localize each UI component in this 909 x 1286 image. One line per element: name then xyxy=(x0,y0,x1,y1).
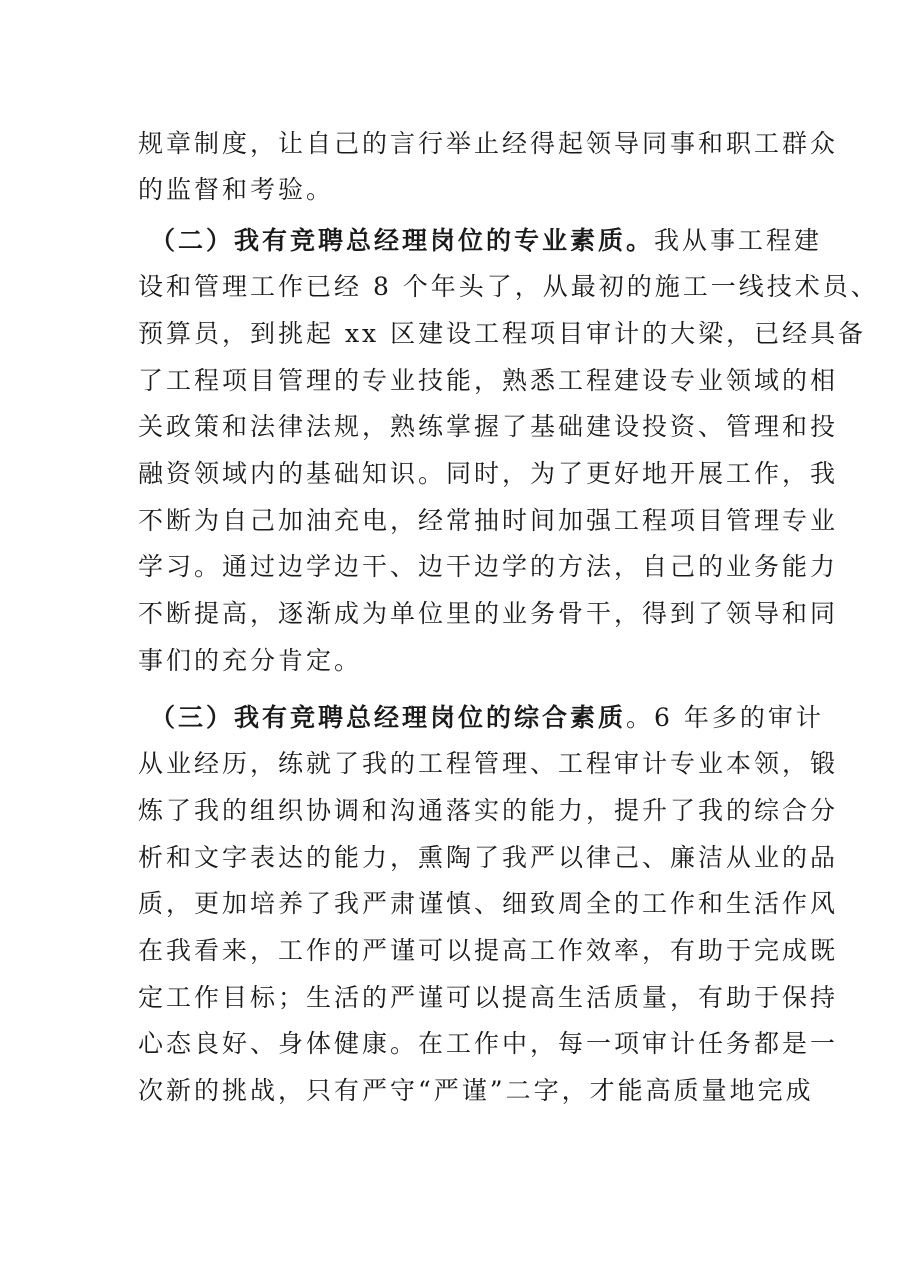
paragraph-3-line-5: 质，更加培养了我严肃谨慎、细致周全的工作和生活作风 xyxy=(138,889,839,918)
paragraph-2-line-10: 事们的充分肯定。 xyxy=(138,646,363,675)
paragraph-2-line-5: 关政策和法律法规，熟练掌握了基础建设投资、管理和投 xyxy=(138,412,839,441)
paragraph-1-line-1: 规章制度，让自己的言行举止经得起领导同事和职工群众 xyxy=(138,129,839,158)
paragraph-3-line-9: 次新的挑战，只有严守“严谨”二字，才能高质量地完成 xyxy=(138,1076,814,1105)
paragraph-2-line-3: 预算员，到挑起 xx 区建设工程项目审计的大梁，已经具备 xyxy=(138,319,867,348)
paragraph-3-line-6: 在我看来，工作的严谨可以提高工作效率，有助于完成既 xyxy=(138,936,839,965)
paragraph-3-line-4: 析和文字表达的能力，熏陶了我严以律己、廉洁从业的品 xyxy=(138,843,839,872)
paragraph-2-first-rest: 我从事工程建 xyxy=(654,226,823,255)
paragraph-2-line-8: 学习。通过边学边干、边干边学的方法，自己的业务能力 xyxy=(138,552,839,581)
paragraph-2-heading: （二）我有竞聘总经理岗位的专业素质。 xyxy=(150,226,655,255)
paragraph-2-line-9: 不断提高，逐渐成为单位里的业务骨干，得到了领导和同 xyxy=(138,599,839,628)
paragraph-2-line-4: 了工程项目管理的专业技能，熟悉工程建设专业领域的相 xyxy=(138,366,839,395)
paragraph-3-heading: （三）我有竞聘总经理岗位的综合素质 xyxy=(150,703,627,732)
paragraph-1-line-2: 的监督和考验。 xyxy=(138,175,335,204)
paragraph-2-line-6: 融资领域内的基础知识。同时，为了更好地开展工作，我 xyxy=(138,459,839,488)
paragraph-3-first-rest: 。6 年多的审计 xyxy=(626,703,824,732)
paragraph-3-line-1 xyxy=(150,694,824,742)
paragraph-3-line-2: 从业经历，练就了我的工程管理、工程审计专业本领，锻 xyxy=(138,749,839,778)
paragraph-2-line-2: 设和管理工作已经 8 个年头了，从最初的施工一线技术员、 xyxy=(138,272,879,301)
paragraph-2-line-7: 不断为自己加油充电，经常抽时间加强工程项目管理专业 xyxy=(138,506,839,535)
paragraph-3-line-3: 炼了我的组织协调和沟通落实的能力，提升了我的综合分 xyxy=(138,796,839,825)
paragraph-2-line-1 xyxy=(150,217,822,265)
paragraph-3-line-8: 心态良好、身体健康。在工作中，每一项审计任务都是一 xyxy=(138,1029,839,1058)
paragraph-3-line-7: 定工作目标；生活的严谨可以提高生活质量，有助于保持 xyxy=(138,983,839,1012)
